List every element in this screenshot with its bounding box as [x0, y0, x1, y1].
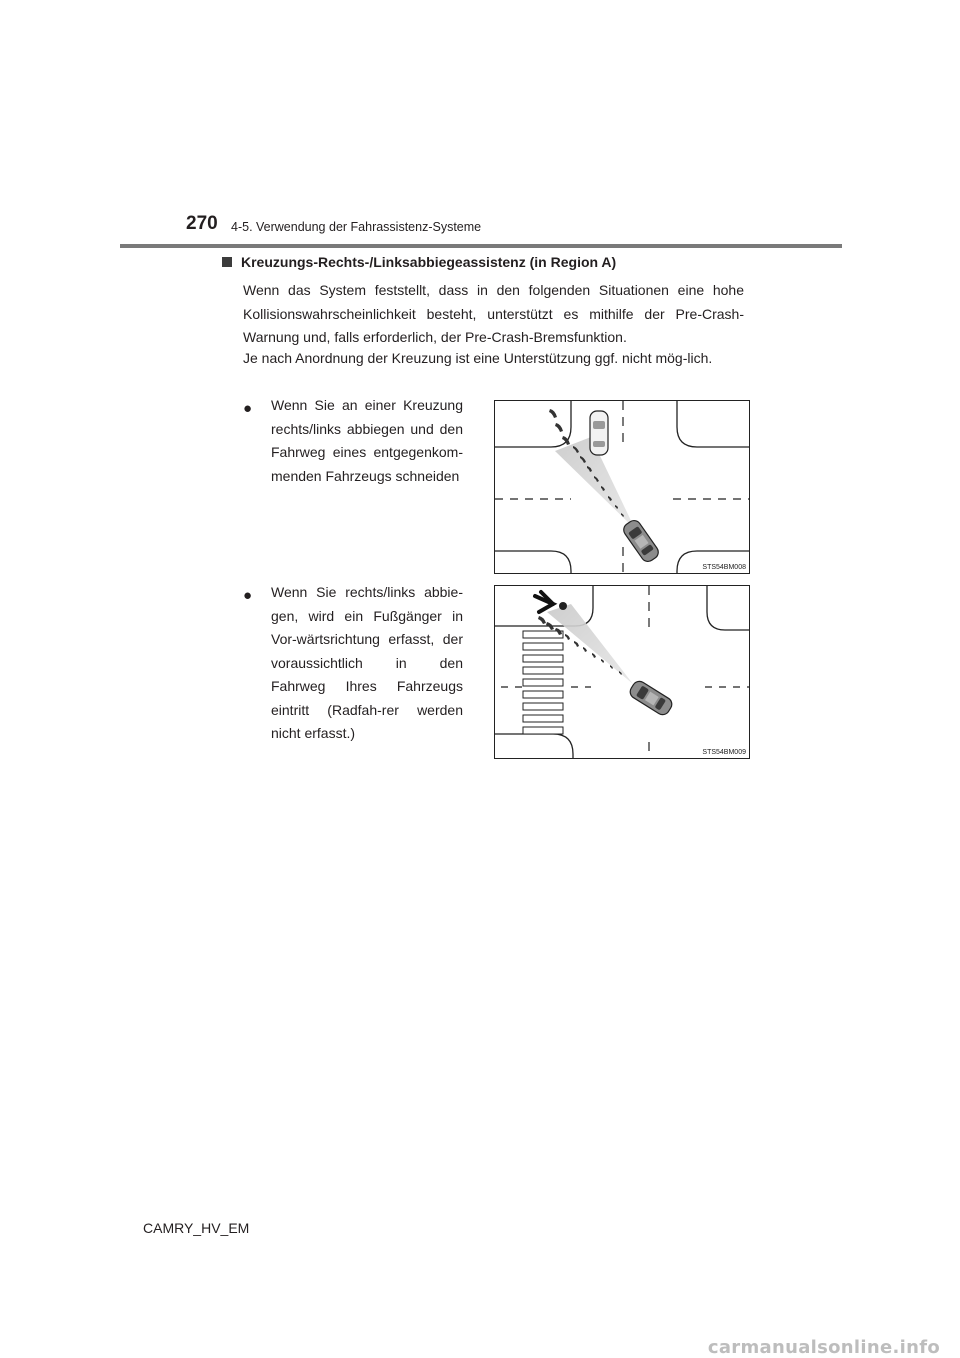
header-divider [120, 244, 842, 248]
watermark: carmanualsonline.info [707, 1337, 940, 1358]
intersection-diagram [495, 401, 749, 573]
bullet-dot-icon: ● [243, 587, 253, 604]
bullet-text: Wenn Sie an einer Kreuzung rechts/links abbiegen und den Fahrweg eines entgegenkom-menden Fahrzeugs schneiden [271, 397, 463, 484]
crosswalk-diagram [495, 586, 749, 758]
square-bullet-icon [222, 257, 232, 267]
bullet-dot-icon: ● [243, 400, 253, 417]
figure-code: STS54BM009 [702, 749, 746, 756]
bullet-item [243, 581, 463, 746]
body-paragraph: Wenn das System feststellt, dass in den folgenden Situationen eine hohe Kollisionswahrscheinlichkeit besteht, unterstützt es mithilfe der Pre-Crash-Warnung und, falls erforderlich, der Pre-Crash-Bremsfunktion. [243, 282, 744, 345]
model-code: CAMRY_HV_EM [143, 1220, 250, 1236]
figure-pedestrian [494, 585, 750, 759]
section-title: Kreuzungs-Rechts-/Linksabbiegeassistenz (in Region A) [241, 254, 617, 270]
section-heading [222, 254, 616, 270]
bullet-text: Wenn Sie rechts/links abbie-gen, wird ein Fußgänger in Vor-wärtsrichtung erfasst, der voraussichtlich in den Fahrweg Ihres Fahrzeugs eintritt (Radfah-rer werden nicht erfasst.) [271, 584, 463, 741]
figure-code: STS54BM008 [702, 564, 746, 571]
bullet-item [243, 394, 463, 488]
figure-oncoming-vehicle [494, 400, 750, 574]
chapter-title: 4-5. Verwendung der Fahrassistenz-Systeme [231, 220, 482, 234]
page-number: 270 [186, 213, 218, 234]
body-paragraph: Je nach Anordnung der Kreuzung ist eine Unterstützung ggf. nicht mög-lich. [243, 350, 713, 366]
